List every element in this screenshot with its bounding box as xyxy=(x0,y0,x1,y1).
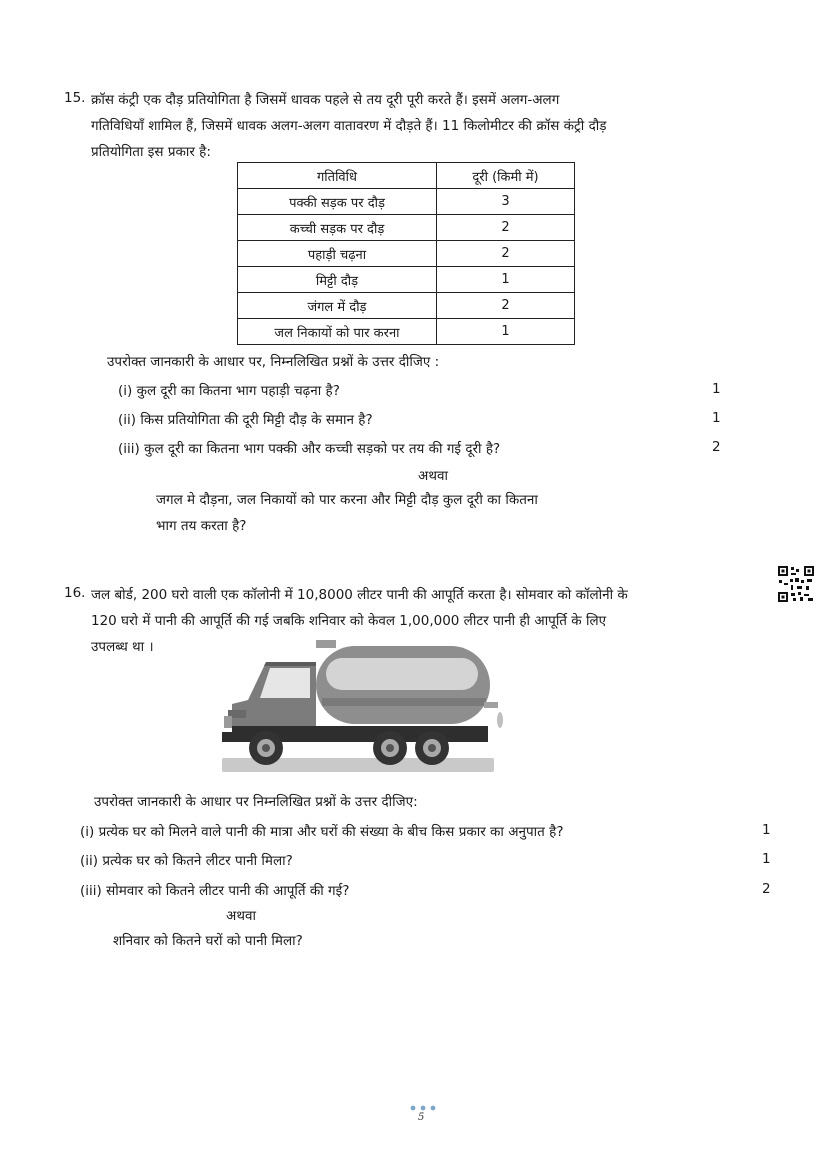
decorative-dots-icon xyxy=(408,1104,438,1112)
table-header-row xyxy=(238,163,575,189)
page-number: 5 xyxy=(418,1112,425,1123)
table-cell-activity: पक्की सड़क पर दौड़ xyxy=(238,189,437,215)
water-tanker-truck-illustration xyxy=(218,640,503,775)
table-cell-activity: पहाड़ी चढ़ना xyxy=(238,241,437,267)
table-cell-distance: 2 xyxy=(437,293,575,319)
q15-marks-1: 1 xyxy=(712,381,721,397)
table-row xyxy=(238,267,575,293)
q16-marks-2: 1 xyxy=(762,851,771,867)
q15-sub-question-1: (i) कुल दूरी का कितना भाग पहाड़ी चढ़ना है? xyxy=(118,383,340,399)
q15-sub-question-2: (ii) किस प्रतियोगिता की दूरी मिट्टी दौड़ के समान है? xyxy=(118,412,373,428)
table-cell-distance: 1 xyxy=(437,267,575,293)
table-header-activity: गतिविधि xyxy=(238,163,437,189)
table-row xyxy=(238,241,575,267)
q15-alt-line1: जगल मे दौड़ना, जल निकायों को पार करना और मिट्टी दौड़ कुल दूरी का कितना xyxy=(156,492,538,508)
q16-alt-line1: शनिवार को कितने घरों को पानी मिला? xyxy=(113,933,303,949)
table-header-distance: दूरी (किमी में) xyxy=(437,163,575,189)
q16-or: अथवा xyxy=(226,908,256,924)
q15-marks-3: 2 xyxy=(712,439,721,455)
table-row xyxy=(238,189,575,215)
q15-sub-question-3: (iii) कुल दूरी का कितना भाग पक्की और कच्ची सड़को पर तय की गई दूरी है? xyxy=(118,441,501,457)
q16-text-line1: जल बोर्ड, 200 घरो वाली एक कॉलोनी में 10,8000 लीटर पानी की आपूर्ति करता है। सोमवार को कॉलोनी के xyxy=(91,587,628,603)
table-cell-activity: जल निकायों को पार करना xyxy=(238,319,437,345)
q16-text-line2: 120 घरो में पानी की आपूर्ति की गई जबकि शनिवार को केवल 1,00,000 लीटर पानी ही आपूर्ति के लिए xyxy=(91,613,607,629)
table-cell-distance: 1 xyxy=(437,319,575,345)
q15-alt-line2: भाग तय करता है? xyxy=(156,518,247,534)
q16-instruction: उपरोक्त जानकारी के आधार पर निम्नलिखित प्रश्नों के उत्तर दीजिए: xyxy=(94,794,418,810)
q16-number: 16. xyxy=(64,585,86,601)
table-cell-distance: 2 xyxy=(437,241,575,267)
q15-number: 15. xyxy=(64,90,86,106)
table-cell-activity: कच्ची सड़क पर दौड़ xyxy=(238,215,437,241)
q15-text-line2: गतिविधियाँ शामिल हैं, जिसमें धावक अलग-अलग वातावरण में दौड़ते हैं। 11 किलोमीटर की क्रॉस कंट्री दौड़ xyxy=(91,118,607,134)
q16-sub-question-2: (ii) प्रत्येक घर को कितने लीटर पानी मिला? xyxy=(80,853,293,869)
q16-marks-1: 1 xyxy=(762,822,771,838)
q15-marks-2: 1 xyxy=(712,410,721,426)
q15-or: अथवा xyxy=(418,468,448,484)
q15-text-line1: क्रॉस कंट्री एक दौड़ प्रतियोगिता है जिसमें धावक पहले से तय दूरी पूरी करते हैं। इसमें अलग-अलग xyxy=(91,92,560,108)
table-row xyxy=(238,215,575,241)
table-cell-activity: जंगल में दौड़ xyxy=(238,293,437,319)
table-cell-distance: 3 xyxy=(437,189,575,215)
q15-text-line3: प्रतियोगिता इस प्रकार है: xyxy=(91,144,211,160)
qr-code-icon xyxy=(777,565,815,603)
q16-sub-question-1: (i) प्रत्येक घर को मिलने वाले पानी की मात्रा और घरों की संख्या के बीच किस प्रकार का अनुपात है? xyxy=(80,824,564,840)
q16-sub-question-3: (iii) सोमवार को कितने लीटर पानी की आपूर्ति की गई? xyxy=(80,883,350,899)
q16-text-line3: उपलब्ध था । xyxy=(91,639,154,655)
table-row xyxy=(238,293,575,319)
q16-marks-3: 2 xyxy=(762,881,771,897)
table-cell-activity: मिट्टी दौड़ xyxy=(238,267,437,293)
table-row xyxy=(238,319,575,345)
table-cell-distance: 2 xyxy=(437,215,575,241)
q15-instruction: उपरोक्त जानकारी के आधार पर, निम्नलिखित प्रश्नों के उत्तर दीजिए : xyxy=(107,354,440,370)
distance-table xyxy=(237,162,575,345)
